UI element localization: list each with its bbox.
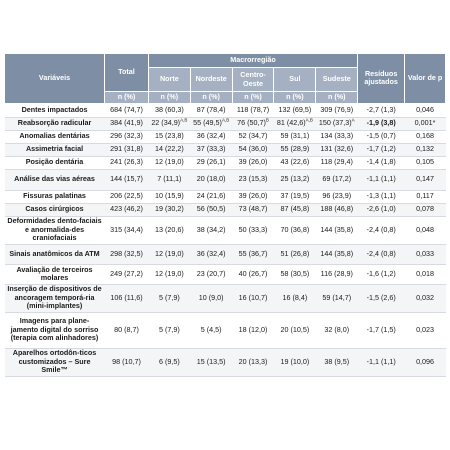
table-body <box>5 103 446 376</box>
row-region-cell: 10 (9,0) <box>190 284 232 312</box>
row-region-cell: 22 $(34,9)^{A,B}$ <box>148 117 190 130</box>
row-p-value: 0,048 <box>405 216 446 244</box>
row-region-cell: 70 (36,8) <box>274 216 316 244</box>
header-n-pct: n (%) <box>274 92 316 104</box>
row-total: 98 (10,7) <box>105 348 149 376</box>
row-region-cell: 132 (69,5) <box>274 103 316 117</box>
row-region-cell: 55 $(49,5)^{A,B}$ <box>190 117 232 130</box>
row-residuals: -1,6 (1,2) <box>358 264 405 284</box>
row-region-cell: 19 (10,0) <box>274 348 316 376</box>
row-label: Inserção de dispositivos de ancoragem temporá-ria (mini-implantes) <box>5 284 105 312</box>
row-residuals: -2,6 (1,0) <box>358 203 405 216</box>
row-region-cell: 40 (26,7) <box>232 264 274 284</box>
row-region-cell: 76 $(50,7)^B$ <box>232 117 274 130</box>
header-region-norte: Norte <box>148 68 190 92</box>
header-variables: Variáveis <box>5 54 105 104</box>
table-container <box>4 53 446 377</box>
row-p-value: 0,032 <box>405 284 446 312</box>
table-row <box>5 190 446 203</box>
row-p-value: 0,023 <box>405 312 446 348</box>
row-total: 249 (27,2) <box>105 264 149 284</box>
row-region-cell: 144 (35,8) <box>316 244 358 264</box>
row-region-cell: 6 (9,5) <box>148 348 190 376</box>
row-residuals: -1,5 (2,6) <box>358 284 405 312</box>
row-region-cell: 118 (78,7) <box>232 103 274 117</box>
row-region-cell: 188 (46,8) <box>316 203 358 216</box>
row-total: 206 (22,5) <box>105 190 149 203</box>
row-region-cell: 116 (28,9) <box>316 264 358 284</box>
table-row <box>5 216 446 244</box>
table-row <box>5 312 446 348</box>
row-total: 315 (34,4) <box>105 216 149 244</box>
row-total: 291 (31,8) <box>105 143 149 156</box>
row-total: 241 (26,3) <box>105 156 149 169</box>
row-p-value: 0,033 <box>405 244 446 264</box>
row-region-cell: 54 (36,0) <box>232 143 274 156</box>
table-row <box>5 117 446 130</box>
row-region-cell: 39 (26,0) <box>232 156 274 169</box>
row-label: Sinais anatômicos da ATM <box>5 244 105 264</box>
header-total: Total <box>105 54 149 92</box>
row-region-cell: 134 (33,3) <box>316 130 358 143</box>
row-region-cell: 309 (76,9) <box>316 103 358 117</box>
row-region-cell: 38 (34,2) <box>190 216 232 244</box>
row-region-cell: 87 (78,4) <box>190 103 232 117</box>
row-residuals: -2,7 (1,3) <box>358 103 405 117</box>
row-region-cell: 38 (60,3) <box>148 103 190 117</box>
header-macroregion: Macrorregião <box>148 54 357 68</box>
table-row <box>5 244 446 264</box>
row-label: Posição dentária <box>5 156 105 169</box>
row-p-value: 0,117 <box>405 190 446 203</box>
row-total: 298 (32,5) <box>105 244 149 264</box>
row-region-cell: 7 (11,1) <box>148 169 190 190</box>
row-residuals: -1,1 (1,1) <box>358 169 405 190</box>
row-region-cell: 13 (20,6) <box>148 216 190 244</box>
header-n-pct: n (%) <box>316 92 358 104</box>
row-region-cell: 36 (32,4) <box>190 130 232 143</box>
row-residuals: -1,1 (1,1) <box>358 348 405 376</box>
row-region-cell: 58 (30,5) <box>274 264 316 284</box>
table-row <box>5 203 446 216</box>
header-n-pct: n (%) <box>148 92 190 104</box>
row-total: 384 (41,9) <box>105 117 149 130</box>
row-region-cell: 37 (33,3) <box>190 143 232 156</box>
table-row <box>5 156 446 169</box>
row-label: Avaliação de terceiros molares <box>5 264 105 284</box>
row-region-cell: 150 $(37,3)^A$ <box>316 117 358 130</box>
row-label: Assimetria facial <box>5 143 105 156</box>
row-region-cell: 55 (28,9) <box>274 143 316 156</box>
row-region-cell: 69 (17,2) <box>316 169 358 190</box>
row-region-cell: 36 (32,4) <box>190 244 232 264</box>
row-region-cell: 18 (12,0) <box>232 312 274 348</box>
row-residuals: -2,4 (0,8) <box>358 244 405 264</box>
row-region-cell: 32 (8,0) <box>316 312 358 348</box>
row-region-cell: 12 (19,0) <box>148 244 190 264</box>
header-n-pct: n (%) <box>232 92 274 104</box>
row-residuals: -1,4 (1,8) <box>358 156 405 169</box>
row-region-cell: 19 (30,2) <box>148 203 190 216</box>
header-p-value: Valor de p <box>405 54 446 104</box>
header-n-pct: n (%) <box>190 92 232 104</box>
row-label: Reabsorção radicular <box>5 117 105 130</box>
table-row <box>5 103 446 117</box>
row-residuals: -1,7 (1,2) <box>358 143 405 156</box>
data-table <box>4 53 446 377</box>
row-p-value: 0,018 <box>405 264 446 284</box>
row-region-cell: 15 (23,8) <box>148 130 190 143</box>
row-region-cell: 131 (32,6) <box>316 143 358 156</box>
row-residuals: -1,7 (1,5) <box>358 312 405 348</box>
row-region-cell: 51 (26,8) <box>274 244 316 264</box>
row-residuals: -1,9 (3,8) <box>358 117 405 130</box>
row-label: Análise das vias aéreas <box>5 169 105 190</box>
row-p-value: 0,168 <box>405 130 446 143</box>
row-region-cell: 39 (26,0) <box>232 190 274 203</box>
row-region-cell: 59 (31,1) <box>274 130 316 143</box>
row-region-cell: 14 (22,2) <box>148 143 190 156</box>
row-p-value: 0,078 <box>405 203 446 216</box>
row-label: Casos cirúrgicos <box>5 203 105 216</box>
row-region-cell: 81 $(42,6)^{A,B}$ <box>274 117 316 130</box>
row-label: Imagens para plane-jamento digital do sorriso (terapia com alinhadores) <box>5 312 105 348</box>
row-region-cell: 5 (7,9) <box>148 284 190 312</box>
row-total: 296 (32,3) <box>105 130 149 143</box>
header-region-sudeste: Sudeste <box>316 68 358 92</box>
row-region-cell: 20 (10,5) <box>274 312 316 348</box>
table-row <box>5 284 446 312</box>
row-total: 684 (74,7) <box>105 103 149 117</box>
row-residuals: -1,5 (0,7) <box>358 130 405 143</box>
row-region-cell: 24 (21,6) <box>190 190 232 203</box>
row-label: Deformidades dento-faciais e anormalida-des craniofaciais <box>5 216 105 244</box>
row-p-value: 0,132 <box>405 143 446 156</box>
row-region-cell: 20 (18,0) <box>190 169 232 190</box>
row-region-cell: 20 (13,3) <box>232 348 274 376</box>
header-n-pct: n (%) <box>105 92 149 104</box>
row-region-cell: 23 (20,7) <box>190 264 232 284</box>
row-region-cell: 55 (36,7) <box>232 244 274 264</box>
header-region-centro-oeste: Centro-Oeste <box>232 68 274 92</box>
row-region-cell: 73 (48,7) <box>232 203 274 216</box>
row-region-cell: 118 (29,4) <box>316 156 358 169</box>
row-region-cell: 144 (35,8) <box>316 216 358 244</box>
row-region-cell: 59 (14,7) <box>316 284 358 312</box>
row-region-cell: 5 (4,5) <box>190 312 232 348</box>
header-region-nordeste: Nordeste <box>190 68 232 92</box>
row-total: 423 (46,2) <box>105 203 149 216</box>
row-region-cell: 16 (8,4) <box>274 284 316 312</box>
row-residuals: -1,3 (1,1) <box>358 190 405 203</box>
row-region-cell: 37 (19,5) <box>274 190 316 203</box>
row-region-cell: 50 (33,3) <box>232 216 274 244</box>
row-label: Anomalias dentárias <box>5 130 105 143</box>
row-label: Aparelhos ortodôn-ticos customizados – Sure Smile™ <box>5 348 105 376</box>
header-residuals: Resíduos ajustados <box>358 54 405 104</box>
row-region-cell: 16 (10,7) <box>232 284 274 312</box>
row-region-cell: 96 (23,9) <box>316 190 358 203</box>
row-region-cell: 56 (50,5) <box>190 203 232 216</box>
row-p-value: 0,147 <box>405 169 446 190</box>
header-region-sul: Sul <box>274 68 316 92</box>
row-region-cell: 10 (15,9) <box>148 190 190 203</box>
row-label: Fissuras palatinas <box>5 190 105 203</box>
table-row <box>5 348 446 376</box>
row-residuals: -2,4 (0,8) <box>358 216 405 244</box>
row-region-cell: 25 (13,2) <box>274 169 316 190</box>
row-region-cell: 23 (15,3) <box>232 169 274 190</box>
row-p-value: 0,001* <box>405 117 446 130</box>
table-row <box>5 264 446 284</box>
row-total: 144 (15,7) <box>105 169 149 190</box>
table-row <box>5 143 446 156</box>
row-region-cell: 15 (13,5) <box>190 348 232 376</box>
row-region-cell: 12 (19,0) <box>148 156 190 169</box>
row-region-cell: 43 (22,6) <box>274 156 316 169</box>
row-total: 80 (8,7) <box>105 312 149 348</box>
row-region-cell: 29 (26,1) <box>190 156 232 169</box>
row-region-cell: 52 (34,7) <box>232 130 274 143</box>
row-p-value: 0,046 <box>405 103 446 117</box>
row-p-value: 0,096 <box>405 348 446 376</box>
table-row <box>5 169 446 190</box>
row-region-cell: 5 (7,9) <box>148 312 190 348</box>
row-region-cell: 12 (19,0) <box>148 264 190 284</box>
row-p-value: 0,105 <box>405 156 446 169</box>
row-label: Dentes impactados <box>5 103 105 117</box>
row-region-cell: 38 (9,5) <box>316 348 358 376</box>
table-row <box>5 130 446 143</box>
row-region-cell: 87 (45,8) <box>274 203 316 216</box>
row-total: 106 (11,6) <box>105 284 149 312</box>
